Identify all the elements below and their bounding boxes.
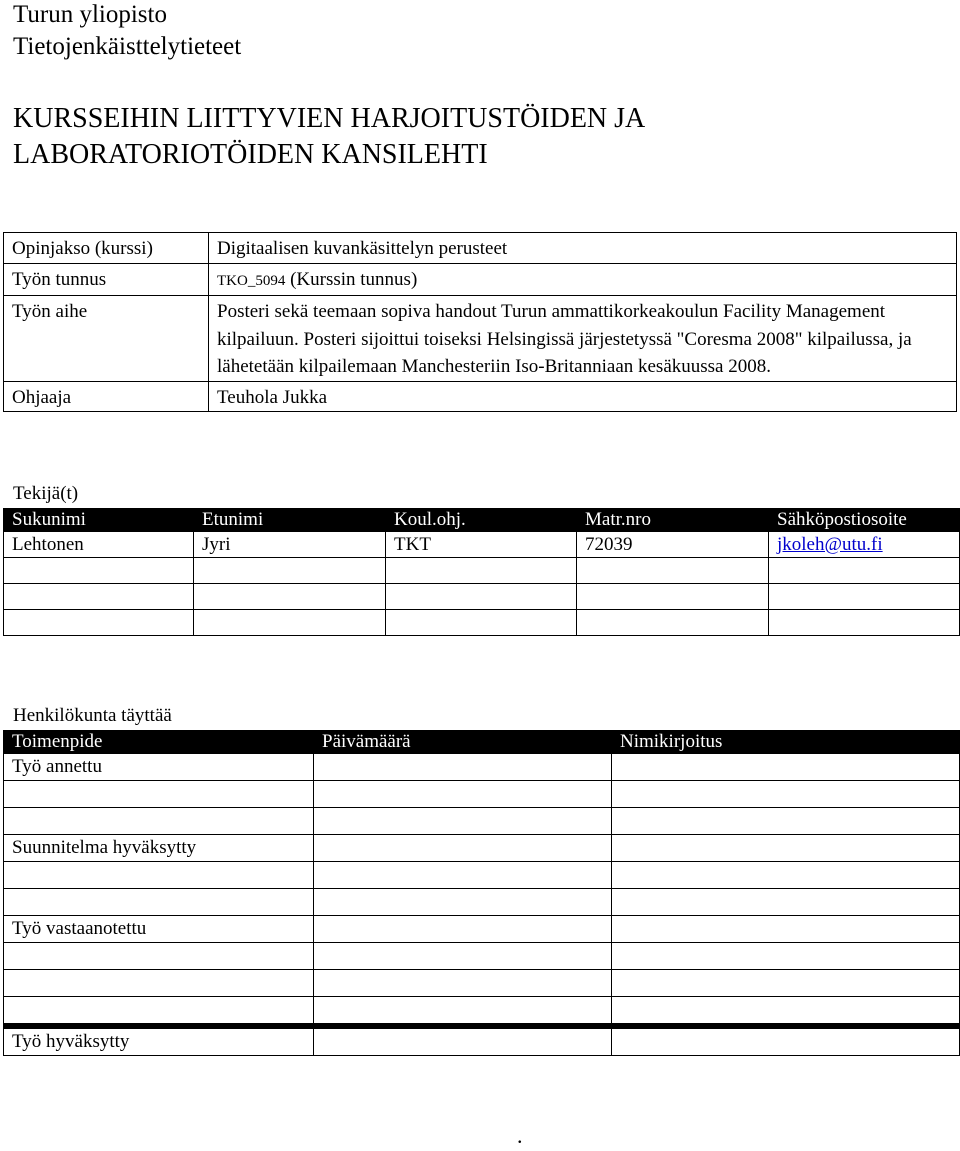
supervisor-label: Ohjaaja (4, 381, 209, 412)
author-firstname: Jyri (194, 532, 386, 558)
empty-cell (769, 610, 960, 636)
supervisor-value: Teuhola Jukka (209, 381, 957, 412)
action-label: Työ vastaanotettu (4, 916, 314, 943)
action-label: Suunnitelma hyväksytty (4, 835, 314, 862)
empty-cell (314, 781, 612, 808)
empty-cell (769, 584, 960, 610)
empty-cell (314, 889, 612, 916)
course-label: Opinjakso (kurssi) (4, 233, 209, 264)
empty-cell (314, 997, 612, 1024)
empty-cell (4, 970, 314, 997)
empty-cell (612, 781, 960, 808)
empty-cell (577, 610, 769, 636)
department-name: Tietojenkäisttelytieteet (13, 33, 242, 60)
staff-header-row (4, 731, 960, 754)
code-label: Työn tunnus (4, 263, 209, 296)
empty-cell (314, 943, 612, 970)
author-empty-row (4, 610, 960, 636)
author-email-cell (769, 532, 960, 558)
column-header: Matr.nro (577, 509, 769, 532)
column-header: Päivämäärä (314, 731, 612, 754)
staff-table (3, 730, 960, 1056)
empty-cell (194, 584, 386, 610)
empty-cell (194, 558, 386, 584)
empty-cell (612, 997, 960, 1024)
author-surname: Lehtonen (4, 532, 194, 558)
column-header: Koul.ohj. (386, 509, 577, 532)
empty-cell (612, 808, 960, 835)
column-header: Sähköpostiosoite (769, 509, 960, 532)
empty-cell (4, 889, 314, 916)
author-empty-row (4, 584, 960, 610)
date-cell (314, 754, 612, 781)
signature-cell (612, 754, 960, 781)
topic-value: Posteri sekä teemaan sopiva handout Turun ammattikorkeakoulun Facility Management kilpailuun. Posteri sijoittui toiseksi Helsingissä järjestetyssä "Coresma 2008" kilpailussa, ja lähetetään kilpailemaan Manchesteriin Iso-Britanniaan kesäkuussa 2008. (209, 296, 957, 382)
course-info-table (3, 232, 957, 412)
column-header: Etunimi (194, 509, 386, 532)
empty-cell (314, 970, 612, 997)
topic-row (4, 296, 957, 382)
staff-empty-row (4, 997, 960, 1024)
signature-cell (612, 835, 960, 862)
staff-empty-row (4, 862, 960, 889)
staff-row-plan-approved (4, 835, 960, 862)
course-code-note: (Kurssin tunnus) (290, 268, 418, 290)
empty-cell (4, 610, 194, 636)
staff-empty-row (4, 943, 960, 970)
code-cell (209, 263, 957, 296)
empty-cell (769, 558, 960, 584)
empty-cell (4, 781, 314, 808)
empty-cell (4, 558, 194, 584)
empty-cell (612, 889, 960, 916)
document-title-line2: LABORATORIOTÖIDEN KANSILEHTI (13, 139, 488, 170)
author-email-link[interactable]: jkoleh@utu.fi (777, 533, 883, 555)
topic-label: Työn aihe (4, 296, 209, 382)
empty-cell (612, 862, 960, 889)
staff-row-assigned (4, 754, 960, 781)
staff-empty-row (4, 889, 960, 916)
empty-cell (4, 808, 314, 835)
supervisor-row (4, 381, 957, 412)
course-row (4, 233, 957, 264)
empty-cell (577, 558, 769, 584)
author-program: TKT (386, 532, 577, 558)
date-cell (314, 1029, 612, 1056)
staff-empty-row (4, 970, 960, 997)
date-cell (314, 835, 612, 862)
empty-cell (577, 584, 769, 610)
staff-empty-row (4, 781, 960, 808)
column-header: Toimenpide (4, 731, 314, 754)
staff-row-approved (4, 1029, 960, 1056)
staff-section-label: Henkilökunta täyttää (13, 705, 172, 726)
column-header: Sukunimi (4, 509, 194, 532)
authors-table (3, 508, 960, 636)
staff-row-received (4, 916, 960, 943)
staff-empty-row (4, 808, 960, 835)
empty-cell (612, 970, 960, 997)
empty-cell (194, 610, 386, 636)
empty-cell (4, 584, 194, 610)
document-title-line1: KURSSEIHIN LIITTYVIEN HARJOITUSTÖIDEN JA (13, 103, 646, 134)
author-row (4, 532, 960, 558)
empty-cell (386, 584, 577, 610)
code-row (4, 263, 957, 296)
empty-cell (4, 862, 314, 889)
empty-cell (386, 558, 577, 584)
signature-cell (612, 1029, 960, 1056)
empty-cell (314, 808, 612, 835)
author-student-number: 72039 (577, 532, 769, 558)
course-value: Digitaalisen kuvankäsittelyn perusteet (209, 233, 957, 264)
action-label: Työ annettu (4, 754, 314, 781)
author-empty-row (4, 558, 960, 584)
signature-cell (612, 916, 960, 943)
page-marker: . (517, 1123, 523, 1148)
university-name: Turun yliopisto (13, 1, 167, 28)
column-header: Nimikirjoitus (612, 731, 960, 754)
empty-cell (4, 943, 314, 970)
course-code: TKO_5094 (217, 272, 286, 289)
date-cell (314, 916, 612, 943)
authors-header-row (4, 509, 960, 532)
empty-cell (4, 997, 314, 1024)
action-label: Työ hyväksytty (4, 1029, 314, 1056)
empty-cell (612, 943, 960, 970)
authors-section-label: Tekijä(t) (13, 483, 79, 504)
empty-cell (314, 862, 612, 889)
empty-cell (386, 610, 577, 636)
